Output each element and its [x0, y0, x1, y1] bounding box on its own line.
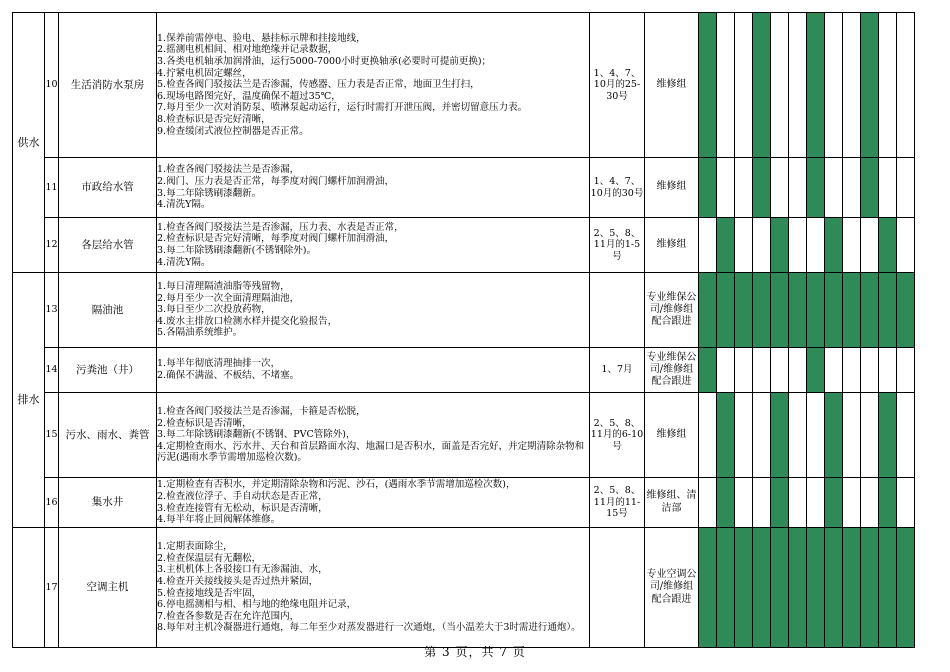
- month-cell-11: [879, 273, 897, 348]
- content-line: 1.定期检查有否积水，并定期清除杂物和污泥、沙石，(遇雨水季节需增加巡检次数)，: [157, 479, 516, 491]
- maintenance-frequency: 1、7月: [590, 348, 645, 393]
- month-cell-4: [753, 528, 771, 648]
- content-line: 8.每年对主机冷凝器进行通炮，每二年至少对蒸发器进行一次通炮，（当小温差大于3时需进行通炮）。: [157, 622, 581, 634]
- month-cell-2: [717, 393, 735, 478]
- equipment-name: 隔油池: [59, 273, 157, 348]
- month-cell-3: [735, 273, 753, 348]
- month-cell-1: [699, 158, 717, 218]
- month-cell-9: [843, 13, 861, 158]
- month-cell-12: [897, 348, 915, 393]
- month-cell-1: [699, 348, 717, 393]
- month-cell-9: [843, 273, 861, 348]
- content-line: 4.每半年将止回阀解体维修。: [157, 514, 281, 526]
- item-number: 12: [45, 218, 59, 273]
- month-cell-9: [843, 528, 861, 648]
- month-cell-12: [897, 393, 915, 478]
- month-cell-5: [771, 158, 789, 218]
- month-cell-1: [699, 13, 717, 158]
- month-cell-11: [879, 528, 897, 648]
- content-line: 4.废水主排放口检测水样并提交化验报告，: [157, 315, 338, 327]
- content-line: 4.拧紧电机固定螺丝，: [157, 67, 252, 79]
- content-line: 1.检查各阀门驳接法兰是否渗漏，卡箍是否松脱，: [157, 406, 366, 418]
- month-cell-11: [879, 158, 897, 218]
- content-line: 1.检查各阀门驳接法兰是否渗漏，压力表、水表是否正常，: [157, 221, 404, 233]
- month-cell-9: [843, 158, 861, 218]
- maintenance-content: [157, 158, 590, 218]
- month-cell-7: [807, 478, 825, 528]
- content-line: 1.检查各阀门驳接法兰是否渗漏，: [157, 164, 300, 176]
- month-cell-7: [807, 158, 825, 218]
- maintenance-frequency: 1、4、7、10月的30号: [590, 158, 645, 218]
- month-cell-3: [735, 528, 753, 648]
- month-cell-2: [717, 158, 735, 218]
- month-cell-4: [753, 348, 771, 393]
- month-cell-4: [753, 273, 771, 348]
- content-line: 6.现场电路图完好，温度确保不超过35℃，: [157, 90, 341, 102]
- maintenance-content: [157, 393, 590, 478]
- table-row: [13, 393, 915, 478]
- month-cell-8: [825, 218, 843, 273]
- content-line: 2.每月至少一次全面清理隔油池，: [157, 292, 300, 304]
- month-cell-12: [897, 528, 915, 648]
- month-cell-7: [807, 218, 825, 273]
- content-line: 2.检查保温层有无翻松，: [157, 552, 262, 564]
- content-line: 3.每二年除锈刷漆翻新(不锈钢、PVC管除外)，: [157, 429, 356, 441]
- equipment-name: 集水井: [59, 478, 157, 528]
- table-row: [13, 528, 915, 648]
- month-cell-10: [861, 528, 879, 648]
- content-line: 2.阀门、压力表是否正常，每季度对阀门螺杆加润滑油，: [157, 175, 395, 187]
- item-number: 16: [45, 478, 59, 528]
- month-cell-10: [861, 393, 879, 478]
- month-cell-2: [717, 478, 735, 528]
- month-cell-10: [861, 218, 879, 273]
- content-line: 1.每日清理隔渣油脂等残留物，: [157, 281, 290, 293]
- month-cell-3: [735, 478, 753, 528]
- month-cell-2: [717, 13, 735, 158]
- month-cell-10: [861, 478, 879, 528]
- month-cell-8: [825, 158, 843, 218]
- month-cell-3: [735, 393, 753, 478]
- month-cell-8: [825, 348, 843, 393]
- content-line: 3.每日至少二次投放药物，: [157, 304, 271, 316]
- maintenance-frequency: 2、5、8、11月的6-10号: [590, 393, 645, 478]
- month-cell-3: [735, 218, 753, 273]
- month-cell-1: [699, 478, 717, 528]
- responsible-team: 维修组: [645, 158, 699, 218]
- maintenance-content: [157, 13, 590, 158]
- maintenance-content: [157, 528, 590, 648]
- month-cell-5: [771, 218, 789, 273]
- month-cell-10: [861, 348, 879, 393]
- responsible-team: 专业维保公司/维修组配合跟进: [645, 273, 699, 348]
- month-cell-9: [843, 218, 861, 273]
- maintenance-content: [157, 478, 590, 528]
- content-line: 2.摇测电机相间、相对地绝缘并记录数据，: [157, 44, 338, 56]
- month-cell-10: [861, 13, 879, 158]
- month-cell-4: [753, 13, 771, 158]
- content-line: 1.每半年彻底清理抽排一次，: [157, 358, 281, 370]
- month-cell-10: [861, 158, 879, 218]
- month-cell-9: [843, 393, 861, 478]
- month-cell-7: [807, 393, 825, 478]
- category-cell: [13, 528, 45, 648]
- item-number: 11: [45, 158, 59, 218]
- month-cell-11: [879, 13, 897, 158]
- responsible-team: 专业空调公司/维修组配合跟进: [645, 528, 699, 648]
- responsible-team: 专业维保公司/维修组配合跟进: [645, 348, 699, 393]
- content-line: 3.每二年除锈刷漆翻新。: [157, 187, 262, 199]
- month-cell-4: [753, 218, 771, 273]
- content-line: 8.检查标识是否完好清晰，: [157, 113, 271, 125]
- content-line: 9.检查缓闭式液位控制器是否正常。: [157, 125, 309, 137]
- equipment-name: 污水、雨水、粪管: [59, 393, 157, 478]
- content-line: 3.检查连接管有无松动，标识是否清晰，: [157, 502, 328, 514]
- month-cell-11: [879, 348, 897, 393]
- maintenance-content: [157, 348, 590, 393]
- month-cell-10: [861, 273, 879, 348]
- table-row: [13, 13, 915, 158]
- table-row: [13, 478, 915, 528]
- maintenance-frequency: 2、5、8、11月的1-5号: [590, 218, 645, 273]
- month-cell-6: [789, 158, 807, 218]
- month-cell-4: [753, 478, 771, 528]
- month-cell-2: [717, 348, 735, 393]
- month-cell-6: [789, 478, 807, 528]
- maintenance-frequency: 2、5、8、11月的11-15号: [590, 478, 645, 528]
- maintenance-content: [157, 218, 590, 273]
- content-line: 3.主机机体上各驳接口有无渗漏油、水，: [157, 564, 328, 576]
- month-cell-6: [789, 13, 807, 158]
- responsible-team: 维修组: [645, 13, 699, 158]
- month-cell-8: [825, 478, 843, 528]
- month-cell-4: [753, 158, 771, 218]
- equipment-name: 空调主机: [59, 528, 157, 648]
- equipment-name: 各层给水管: [59, 218, 157, 273]
- category-cell: 排水: [13, 273, 45, 528]
- month-cell-6: [789, 393, 807, 478]
- month-cell-2: [717, 218, 735, 273]
- item-number: 13: [45, 273, 59, 348]
- month-cell-6: [789, 348, 807, 393]
- item-number: 15: [45, 393, 59, 478]
- month-cell-5: [771, 348, 789, 393]
- table-row: [13, 273, 915, 348]
- month-cell-7: [807, 273, 825, 348]
- content-line: 4.定期检查雨水、污水井、天台和首层路面水沟、地漏口是否积水，面盖是否完好，并定期清除杂物和污泥(遇雨水季节需增加巡检次数)。: [157, 440, 585, 464]
- month-cell-6: [789, 528, 807, 648]
- content-line: 2.检查液位浮子、手自动状态是否正常，: [157, 490, 328, 502]
- month-cell-5: [771, 478, 789, 528]
- content-line: 2.检查标识是否完好清晰，每季度对阀门螺杆加润滑油，: [157, 233, 395, 245]
- month-cell-9: [843, 348, 861, 393]
- page-footer: 第 3 页，共 7 页: [424, 645, 526, 659]
- month-cell-4: [753, 393, 771, 478]
- responsible-team: 维修组: [645, 218, 699, 273]
- equipment-name: 污粪池（井）: [59, 348, 157, 393]
- item-number: 17: [45, 528, 59, 648]
- content-line: 4.清洗Y隔。: [157, 199, 211, 211]
- month-cell-3: [735, 13, 753, 158]
- table-row: [13, 348, 915, 393]
- month-cell-11: [879, 393, 897, 478]
- content-line: 4.清洗Y隔。: [157, 256, 211, 268]
- month-cell-1: [699, 528, 717, 648]
- month-cell-6: [789, 218, 807, 273]
- month-cell-3: [735, 348, 753, 393]
- table-row: [13, 218, 915, 273]
- content-line: 5.各隔油系统维护。: [157, 327, 243, 339]
- month-cell-5: [771, 528, 789, 648]
- content-line: 5.检查各阀门驳接法兰是否渗漏，传感器、压力表是否正常，地面卫生打扫，: [157, 79, 480, 91]
- month-cell-1: [699, 273, 717, 348]
- month-cell-1: [699, 393, 717, 478]
- maintenance-frequency: 1、4、7、10月的25-30号: [590, 13, 645, 158]
- responsible-team: 维修组: [645, 393, 699, 478]
- month-cell-3: [735, 158, 753, 218]
- month-cell-7: [807, 348, 825, 393]
- month-cell-12: [897, 273, 915, 348]
- equipment-name: 生活消防水泵房: [59, 13, 157, 158]
- month-cell-5: [771, 13, 789, 158]
- month-cell-8: [825, 273, 843, 348]
- table-row: [13, 158, 915, 218]
- content-line: 7.每月至少一次对消防泵、喷淋泵起动运行，运行时需打开泄压阀，并密切留意压力表。: [157, 102, 528, 114]
- month-cell-8: [825, 528, 843, 648]
- month-cell-8: [825, 13, 843, 158]
- month-cell-5: [771, 273, 789, 348]
- month-cell-5: [771, 393, 789, 478]
- item-number: 10: [45, 13, 59, 158]
- content-line: 2.确保不满溢、不板结、不堵塞。: [157, 370, 300, 381]
- month-cell-12: [897, 13, 915, 158]
- month-cell-11: [879, 218, 897, 273]
- content-line: 3.各类电机轴承加润滑油，运行5000-7000小时更换轴承(必要时可提前更换)；: [157, 56, 492, 68]
- maintenance-frequency: [590, 528, 645, 648]
- content-line: 1.保养前需停电、验电、悬挂标示牌和挂接地线，: [157, 32, 366, 44]
- equipment-name: 市政给水管: [59, 158, 157, 218]
- item-number: 14: [45, 348, 59, 393]
- responsible-team: 维修组、清洁部: [645, 478, 699, 528]
- month-cell-12: [897, 158, 915, 218]
- month-cell-7: [807, 13, 825, 158]
- month-cell-1: [699, 218, 717, 273]
- month-cell-2: [717, 528, 735, 648]
- maintenance-schedule-table: [12, 12, 915, 648]
- content-line: 3.每二年除锈刷漆翻新(不锈钢除外)。: [157, 245, 316, 256]
- month-cell-12: [897, 218, 915, 273]
- content-line: 2.检查标识是否清晰，: [157, 417, 252, 429]
- month-cell-2: [717, 273, 735, 348]
- month-cell-7: [807, 528, 825, 648]
- month-cell-8: [825, 393, 843, 478]
- month-cell-12: [897, 478, 915, 528]
- month-cell-9: [843, 478, 861, 528]
- content-line: 1.定期表面除尘，: [157, 541, 233, 553]
- content-line: 7.检查各参数是否在允许范围内，: [157, 610, 300, 622]
- month-cell-6: [789, 273, 807, 348]
- maintenance-frequency: [590, 273, 645, 348]
- maintenance-content: [157, 273, 590, 348]
- category-cell: 供水: [13, 13, 45, 273]
- month-cell-11: [879, 478, 897, 528]
- content-line: 5.检查接地线是否牢固，: [157, 587, 262, 599]
- content-line: 4.检查开关接线接头是否过热并紧固，: [157, 575, 319, 587]
- content-line: 6.停电摇测相与相、相与地的绝缘电阻并记录，: [157, 599, 357, 611]
